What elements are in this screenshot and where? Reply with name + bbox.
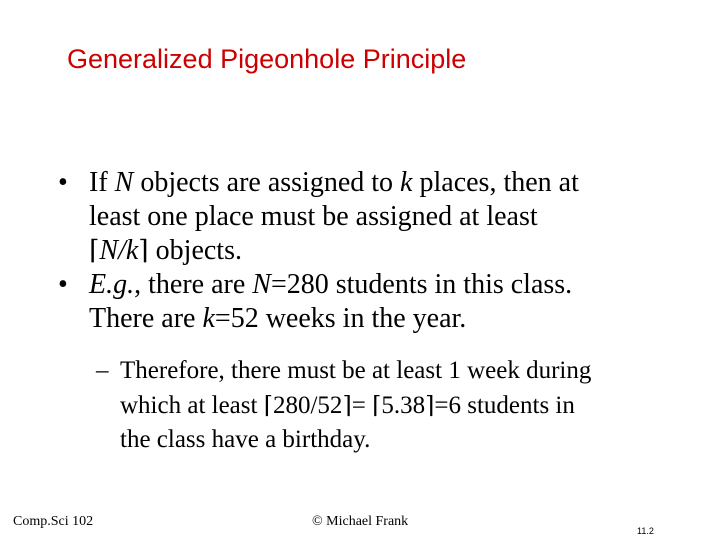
sub-bullet-item-1 [58, 354, 708, 457]
variable-N: N [252, 269, 271, 300]
bullet-1-line-2: least one place must be assigned at least [89, 201, 538, 232]
bullet-2-line-2 [89, 302, 708, 336]
bullet-marker: • [58, 269, 68, 300]
text-run: =280 students in this class. [270, 269, 573, 300]
text-run: objects are assigned to [133, 167, 401, 198]
variable-N: N [114, 167, 134, 198]
footer-course: Comp.Sci 102 [13, 514, 94, 529]
slide-title: Generalized Pigeonhole Principle [67, 44, 467, 74]
ceiling-open-symbol: ⌈ [372, 391, 382, 419]
footer-copyright: © Michael Frank [312, 514, 409, 529]
bullet-marker: • [58, 167, 68, 198]
bullet-2-line-1 [89, 268, 708, 302]
ceiling-open-symbol: ⌈ [89, 235, 100, 266]
footer-page-number: 11.2 [637, 526, 654, 536]
ceiling-close-symbol: ⌉ [342, 391, 352, 419]
variable-k: k [400, 167, 413, 198]
ceiling-close-symbol: ⌉ [425, 391, 435, 419]
ceiling-open-symbol: ⌈ [263, 391, 273, 419]
bullet-1-line-1 [89, 166, 708, 200]
variable-k: k [202, 303, 215, 334]
bullet-item-2 [58, 268, 708, 336]
text-run: which at least [120, 392, 264, 419]
ceiling-close-symbol: ⌉ [138, 235, 149, 266]
text-run: There are [89, 303, 203, 334]
text-run: objects. [148, 235, 242, 266]
bullet-1-line-3 [89, 234, 708, 268]
sub-1-line-2 [120, 388, 708, 423]
sub-1-line-3: the class have a birthday. [120, 426, 371, 453]
text-run: , there are [134, 269, 253, 300]
bullet-item-1 [58, 166, 708, 268]
text-run: = [351, 392, 373, 419]
sub-1-line-1: Therefore, there must be at least 1 week during [120, 357, 592, 384]
sub-bullet-marker: – [96, 357, 109, 384]
eg-abbrev: E.g. [89, 269, 135, 300]
text-run: =52 weeks in the year. [214, 303, 467, 334]
slide-body [58, 166, 708, 457]
text-run: If [89, 167, 115, 198]
text-run: places, then at [412, 167, 579, 198]
ceiling-expression: N/k [99, 235, 139, 266]
ceiling-expression: 5.38 [381, 392, 426, 419]
text-run: =6 students in [434, 392, 575, 419]
ceiling-expression: 280/52 [272, 392, 343, 419]
